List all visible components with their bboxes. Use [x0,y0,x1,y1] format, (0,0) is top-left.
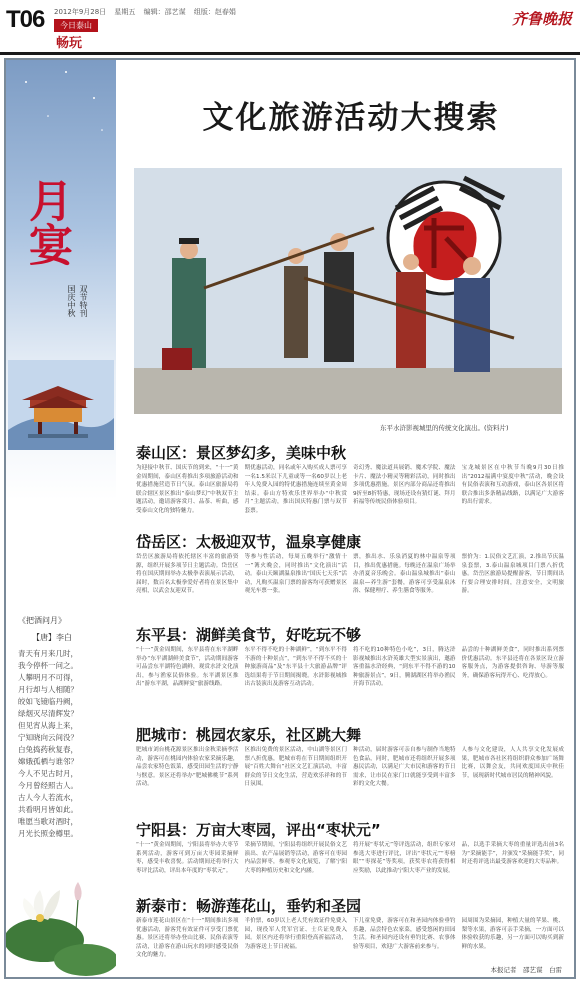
section-column: 种活动，届时游客可亲自参与制作当地特色食品，同时，肥城市还将组织开展多项惠民活动，以满足广大市民和游客的节日需求，让市民在家门口就能享受到丰富多彩的文化大餐。 [353,747,456,788]
section-column: 票，推出水、乐泉消夏的林中温泉等项目，推出优惠措施。每晚还在温泉广场举办消夏音乐晚会。泰山温泉城推出“泰山温泉—养生游”套餐，游客可享受温泉沐浴、保健理疗、养生膳食等服务。 [353,554,456,595]
main-title: 文化旅游活动大搜索 [202,100,500,136]
section-column: 园周围为采摘园，种植大量的苹果、桃、梨等水果，游客可亲手采摘，一方面可以体验收获的乐趣，另一方面可以购买到新鲜的水果。 [461,918,564,950]
night-sky-icon [6,60,116,180]
header-rule [0,52,580,55]
poem-line: 绿烟灭尽清辉发？ [18,709,78,718]
section-column: 票价为：1.民俗文艺汇演，2.推出节庆温泉套票，3.泰山温泉城项目门票八折优惠。岱岳区旅游局提醒游客，节日期间出行要合理安排时间，注意安全，文明旅游。 [461,554,564,595]
newspaper-brand: 齐鲁晚报 [511,10,572,28]
poem-text [18,648,110,840]
section-column: 将开展“枣状元”等评选活动，组织专家对参选大枣进行评比，评出“枣状元”“枣榜眼”“枣探花”等奖项，获奖枣农将获得相应奖励，以此推动宁阳大枣产业的发展。 [353,842,456,874]
section-column: 采摘节期间，宁阳县将组织开展民俗文艺演出、农产品展销等活动，游客可在枣园内品尝鲜枣，参观枣文化展览，了解宁阳大枣的种植历史和文化内涵。 [244,842,347,874]
issue-weekday: 星期五 [114,8,136,16]
poem-line: 宁知晓向云间没？ [18,733,78,742]
section-body [136,646,564,716]
photo-caption: 东平水浒影视城里的传统文化演出。(资料片) [380,424,509,432]
poem-line: 青天有月来几时， [18,649,78,658]
section-column: 岱岳区旅游局将依托辖区丰富的旅游资源，组织开展多项节日主题活动。岱岳区将在国庆期间举办太极拳表演展示活动，届时，数百名太极拳爱好者将在景区集中亮相，以武会友迎双节。 [136,554,239,595]
poem-line: 白兔捣药秋复春， [18,745,78,754]
poem-line: 月行却与人相随？ [18,685,78,694]
sidebar-subtitle-1: 国庆中秋 [67,285,76,317]
section-column: 区推出免费的景区活动，中山湖等景区门票八折优惠，肥城市将在节日期间组织开展“百姓大舞台”社区文艺汇演活动，丰富群众的节日文化生活，营造欢乐祥和的节日氛围。 [244,747,347,788]
poem-line: 共看明月皆如此。 [18,805,78,814]
edition-tag: 今日泰山 [54,19,98,32]
section-column: 半价票，60岁以上老人凭有效证件免费入园，现役军人凭军官证、士兵证免费入园。景区内还将举行重阳登高祈福活动，为游客送上节日祝福。 [244,918,347,950]
section-heading: 宁阳县：万亩大枣园，评出“枣状元” [136,821,381,839]
poem-line: 月光长照金樽里。 [18,829,78,838]
section-column: 为迎接中秋节、国庆节的到来，“十一”黄金周期间，泰山区将推出多项旅游活动和优惠措施营造节日气氛。泰山区旅游局将联合辖区景区推出“泰山梦幻”中秋双节主题活动，邀请游客赏月、品茶、听曲，感受泰山文化的独特魅力。 [136,465,239,514]
section-body [136,464,564,520]
section-body [136,553,564,615]
section-column: 等参与性活动，每周五晚举行“激情十一”篝火晚会，同时推出“文化演出”活动。泰山天颐湖温泉推出“国庆七天乐”活动，凡购买温泉门票的游客均可获赠景区观光车票一张。 [244,554,347,595]
section-body [136,746,564,808]
poem-author: 【唐】李白 [32,633,72,642]
poem-line: 皎如飞镜临丹阙， [18,697,78,706]
section-heading: 东平县：湖鲜美食节，好吃玩不够 [136,626,362,644]
section-column: “十一”黄金周期间，东平县将在东平湖畔举办“东平湖湖鲜美食节”，活动期间游客可品尝东平湖特色湖鲜，观赏水浒文化演出，参与渔家民俗体验。东平湖景区推出“游东平湖，品湖鲜宴”旅游线路。 [136,647,239,688]
section-heading: 新泰市：畅游莲花山，垂钓和圣园 [136,897,362,915]
sidebar-title: 月宴 [21,178,72,266]
poem-line: 但见宵从海上来， [18,721,78,730]
poem-line: 古人今人若流水， [18,793,78,802]
sidebar-subtitle-2: 双节特刊 [79,285,88,317]
poem-line: 今人不见古时月， [18,769,78,778]
section-column: 将不吃的10种特色小吃”，3日，腾达浒影视城推出水浒英雄大型实景演出，邀游客重温水浒经典，“到东平不得不游的10种旅游景点”，9日，腾湖湖区将举办渔民开海节活动。 [353,647,456,688]
section-column: 下儿童免费，游客可在和圣园内体验垂钓乐趣，品尝特色农家菜，感受悠闲的田园生活。和圣园内还设有垂钓比赛、农事体验等项目，欢迎广大游客前来参与。 [353,918,456,950]
section-column: 奇幻秀、魔法道具展销、魔术学院、魔法卡片、魔法小精灵等精彩活动，同时推出多项优惠措施。景区内部分商品还将推出9折至8折特惠，现场还设有猜灯谜、拜月祈福等传统民俗体验项目。 [353,465,456,506]
poem-line: 人攀明月不可得， [18,673,78,682]
design-credit: 组版：赵春娟 [193,8,236,16]
section-heading: 岱岳区：太极迎双节，温泉享健康 [136,533,362,551]
section-column: 品，以选手采摘大枣的重量评选出前3名为“采摘能手”，并颁发“采摘能手奖”，同时还将评选出最受游客欢迎的大枣品种。 [461,842,564,866]
page-header [0,0,580,52]
section-column: 人参与文化建设，人人共享文化发展成果，肥城市各社区将组织群众参加广场舞比赛，以舞会友，共同欢度国庆中秋佳节，展现新时代城市居民的精神风貌。 [461,747,564,779]
byline: 本报记者 邵艺谋 白雷 [490,966,562,974]
poem-line: 嫦娥孤栖与谁邻？ [18,757,78,766]
section-heading: 泰山区：景区梦幻多，美味中秋 [136,444,347,462]
lotus-icon [6,860,116,977]
section-body [136,841,564,893]
performance-photo [134,168,562,414]
section-heading: 肥城市：桃园农家乐，社区跳大舞 [136,726,362,744]
section-column: 期优惠活动，同名或年入购买成人票可享一名1.5米以下儿童或等一名60岁以上老年人免费入园的特优惠措施连续至黄金周结束。泰山方特欢乐世界举办“中秋赏月”主题活动，推出国庆特惠门票与双节套票。 [244,465,347,514]
sidebar [6,60,116,977]
page-number: T06 [6,6,45,33]
section-column: 品尝的十种湖鲜美食”，同时推出系列票价优惠活动。东平县还将在各景区设立游客服务点，为游客提供咨询、导游等服务，确保游客玩得开心、吃得放心。 [461,647,564,679]
poem-line: 我今停杯一问之。 [18,661,78,670]
pavilion-icon [8,360,114,450]
section-column: 宝龙城景区在中秋节当晚9月30日推出“2012福满中宴度中秋”活动，晚会设有民俗表演和互动游戏，泰山区各景区将联合推出多条精品线路，以满足广大游客的出行需求。 [461,465,564,506]
poem-line: 唯愿当歌对酒时， [18,817,78,826]
issue-date: 2012年9月28日 [54,8,107,16]
section-column: 新泰市莲花山景区在“十一”期间推出多项优惠活动，游客凭有效证件可享受门票优惠。景区还将举办登山比赛、民俗表演等活动，让游客在游山玩水的同时感受民俗文化的魅力。 [136,918,239,959]
poem-title: 《把酒问月》 [18,616,66,625]
editor-credit: 编辑：邵艺谋 [143,8,186,16]
section-column: “十一”黄金周期间，宁阳县将举办大枣节系列活动，游客可到万亩大枣园采摘鲜枣，感受丰收喜悦。活动期间还将举行大枣评比活动，评出本年度的“枣状元”。 [136,842,239,874]
section-column: 肥城市刘台桃花源景区推出金秋采摘季活动，游客可在桃园内体验农家采摘乐趣，品尝农家特色饭菜，感受田园生活的宁静与惬意。景区还将举办“肥城佛桃节”系列活动。 [136,747,239,788]
poem-line: 今月曾经照古人。 [18,781,78,790]
section-name: 畅玩 [56,36,83,51]
section-column: 东平不得不吃的十种湖鲜”，“到东平不得不游的十种景点”，“到东平不得不买的十种旅游商品”及“东平县十大旅游品牌”评选结果将于节日期间揭晓。水浒影视城推出古装演出及游客互动活动。 [244,647,347,688]
header-meta [54,7,242,17]
